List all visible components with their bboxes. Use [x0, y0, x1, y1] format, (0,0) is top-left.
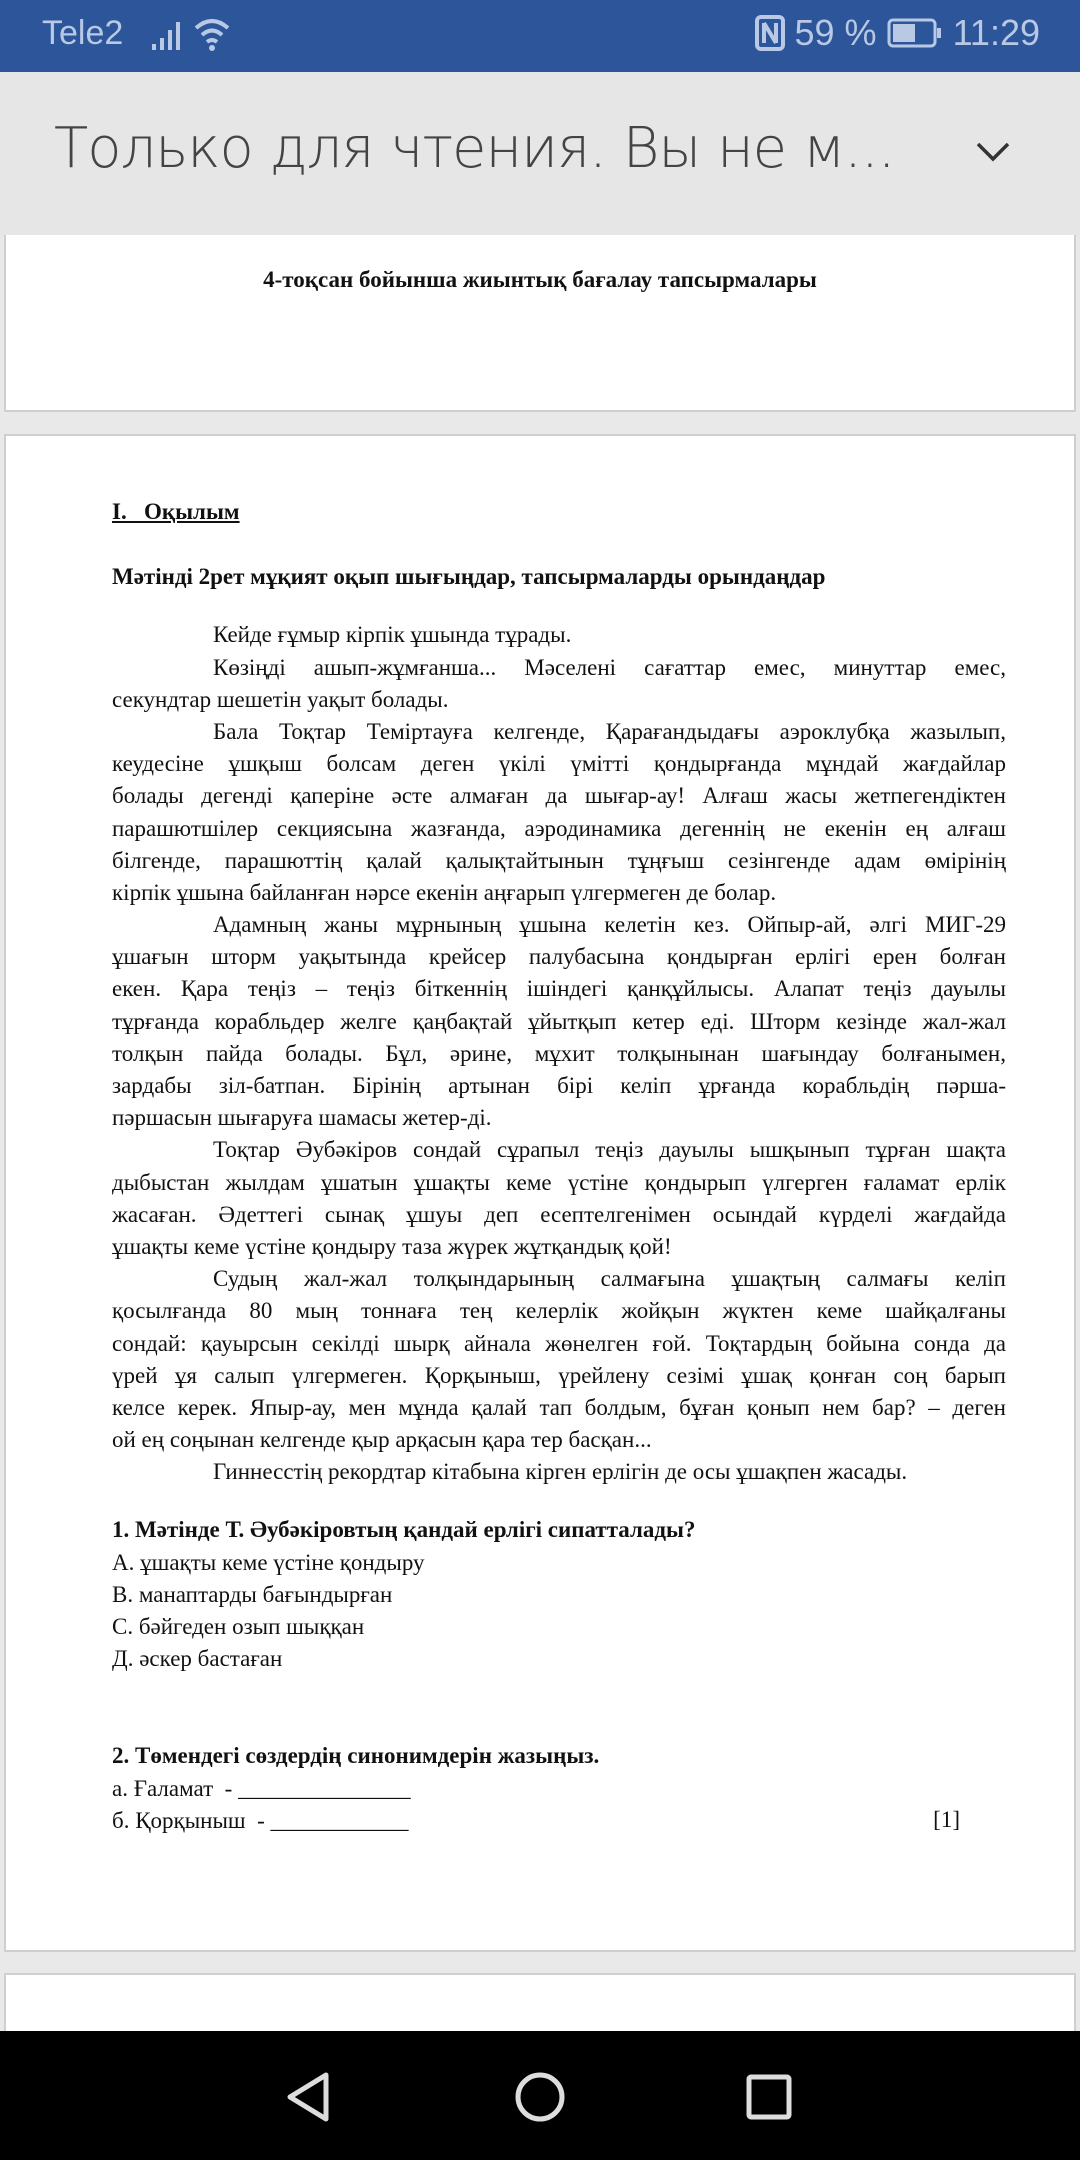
navigation-bar — [0, 2031, 1080, 2160]
wifi-icon — [192, 14, 232, 54]
nfc-icon — [755, 15, 785, 51]
page-heading: 4-тоқсан бойынша жиынтық бағалау тапсырмалары — [263, 267, 817, 292]
section-heading: I. Оқылым — [112, 499, 240, 524]
option-b: В. манаптарды бағындырған — [112, 1581, 393, 1607]
clock: 11:29 — [952, 12, 1040, 53]
passage-line: кірпік ұшына байланған нәрсе екенін аңғарып үлгермеген де болар. — [112, 879, 777, 905]
question-1 — [112, 1514, 1006, 1675]
passage-line: білгенде, парашюттің қалай қалықтайтынын тұңғыш сезінгенде адам өмірінің — [112, 847, 1006, 873]
passage-line: Адамның жаны мұрнының ұшына келетін кез. Ойпыр-ай, әлгі МИГ-29 — [213, 912, 1006, 938]
passage-line: Тоқтар Әубәкіров сондай сұрапыл теңіз дауылы ышқынып тұрған шақта — [213, 1137, 1006, 1163]
passage-line: ой ең соңынан келгенде қыр арқасын қара тер басқан... — [112, 1427, 652, 1453]
passage-line: Судың жал-жал толқындарының салмағына ұшақтың салмағы келіп — [213, 1266, 1006, 1292]
instruction: Мәтінді 2рет мұқият оқып шығыңдар, тапсырмаларды орындаңдар — [112, 564, 826, 590]
question-2 — [112, 1740, 1006, 1837]
passage-line: ұшақты кеме үстіне қондыру таза жүрек жұтқандық қой! — [112, 1233, 672, 1259]
passage-line: толқын пайда болады. Бұл, әрине, мұхит толқынынан шағындау болғанымен, — [112, 1040, 1006, 1066]
passage-line: дыбыстан жылдам ұшатын ұшақты кеме үстіне қондырып үлгерген ғаламат ерлік — [112, 1169, 1006, 1195]
back-icon[interactable] — [282, 2071, 334, 2123]
option-c: С. бәйгеден озып шыққан — [112, 1614, 365, 1639]
passage-line: болады дегенді қаперіне әсте алмаған да шығар-ау! Алғаш жасы жетпегендіктен — [112, 783, 1006, 809]
passage-line: келсе керек. Япыр-ау, мен мұнда қалай тап болдым, бұған қонып нем бар? – деген — [112, 1394, 1006, 1420]
passage-line: Гиннесстің рекордтар кітабына кірген ерлігін де осы ұшақпен жасады. — [213, 1459, 908, 1485]
carrier-name: Tele2 — [42, 14, 124, 52]
banner-title: Только для чтения. Вы не м... — [54, 116, 895, 181]
question-2-text: 2. Төмендегі сөздердің синонимдерін жазыңыз. — [112, 1743, 600, 1769]
passage-line: жасаған. Әдеттегі сынақ ұшуы деп есептелгенімен осындай күрделі жағдайда — [112, 1201, 1006, 1227]
passage-line: кеудесіне ұшқыш болсам деген үкілі үмітті қондырғанда мұндай жағдайлар — [112, 751, 1006, 777]
page-content — [112, 496, 1006, 1837]
option-d: Д. әскер бастаған — [112, 1646, 283, 1672]
passage-line: секундтар шешетін уақыт болады. — [112, 686, 449, 712]
document-page-2 — [4, 434, 1076, 1952]
battery-percent: 59 % — [794, 12, 877, 53]
home-icon[interactable] — [514, 2071, 566, 2123]
passage-line: Көзіңді ашып-жұмғанша... Мәселені сағаттар емес, минуттар емес, — [213, 654, 1006, 680]
passage-line: парашютшілер секциясына жазғанда, аэродинамика дегеннің не екенін ең алғаш — [112, 815, 1006, 841]
passage-line: екен. Қара теңіз – теңіз біткеннің ішіндегі қанқұйлысы. Алапат теңіз дауылы — [112, 976, 1006, 1002]
answer-b: б. Қорқыныш - ____________ — [112, 1807, 409, 1833]
passage-line: ұшағын шторм уақытында крейсер палубасына қондырған ерлігі ерен болған — [112, 944, 1006, 970]
passage-line: тұрғанда корабльдер желге қаңбақтай ұйытқып кетер еді. Шторм кезінде жал-жал — [112, 1008, 1006, 1034]
passage-line: сондай: қауырсын секілді шырқ айнала жөнелген ғой. Тоқтардың бойына сонда да — [112, 1330, 1006, 1356]
status-bar — [0, 0, 1080, 72]
passage — [112, 619, 1006, 1488]
option-a: А. ұшақты кеме үстіне қондыру — [112, 1549, 425, 1575]
passage-line: үрей ұя салып үлгермеген. Қорқыныш, үрейлену сезімі ұшақ қонған соң барып — [112, 1362, 1006, 1388]
passage-line: Кейде ғұмыр кірпік ұшында тұрады. — [213, 622, 572, 648]
read-only-banner[interactable] — [0, 72, 1080, 235]
score-mark: [1] — [933, 1807, 960, 1833]
question-1-text: 1. Мәтінде Т. Әубәкіровтың қандай ерлігі сипатталады? — [112, 1517, 696, 1543]
chevron-down-icon[interactable] — [970, 128, 1016, 174]
passage-line: пәршасын шығаруға шамасы жетер-ді. — [112, 1105, 492, 1131]
battery-icon — [887, 18, 943, 48]
passage-line: Бала Тоқтар Теміртауға келгенде, Қарағандыдағы аэроклубқа жазылып, — [213, 718, 1006, 744]
passage-line: зардабы зіл-батпан. Бірінің артынан бірі келіп ұрғанда корабльдің пәрша- — [112, 1073, 1006, 1098]
passage-line: қосылғанда 80 мың тоннаға тең келерлік жойқын жүктен кеме шайқалғаны — [112, 1298, 1006, 1324]
signal-icon — [150, 20, 184, 52]
answer-a: а. Ғаламат - _______________ — [112, 1775, 411, 1801]
document-page-1 — [4, 235, 1076, 412]
recents-icon[interactable] — [745, 2073, 793, 2121]
